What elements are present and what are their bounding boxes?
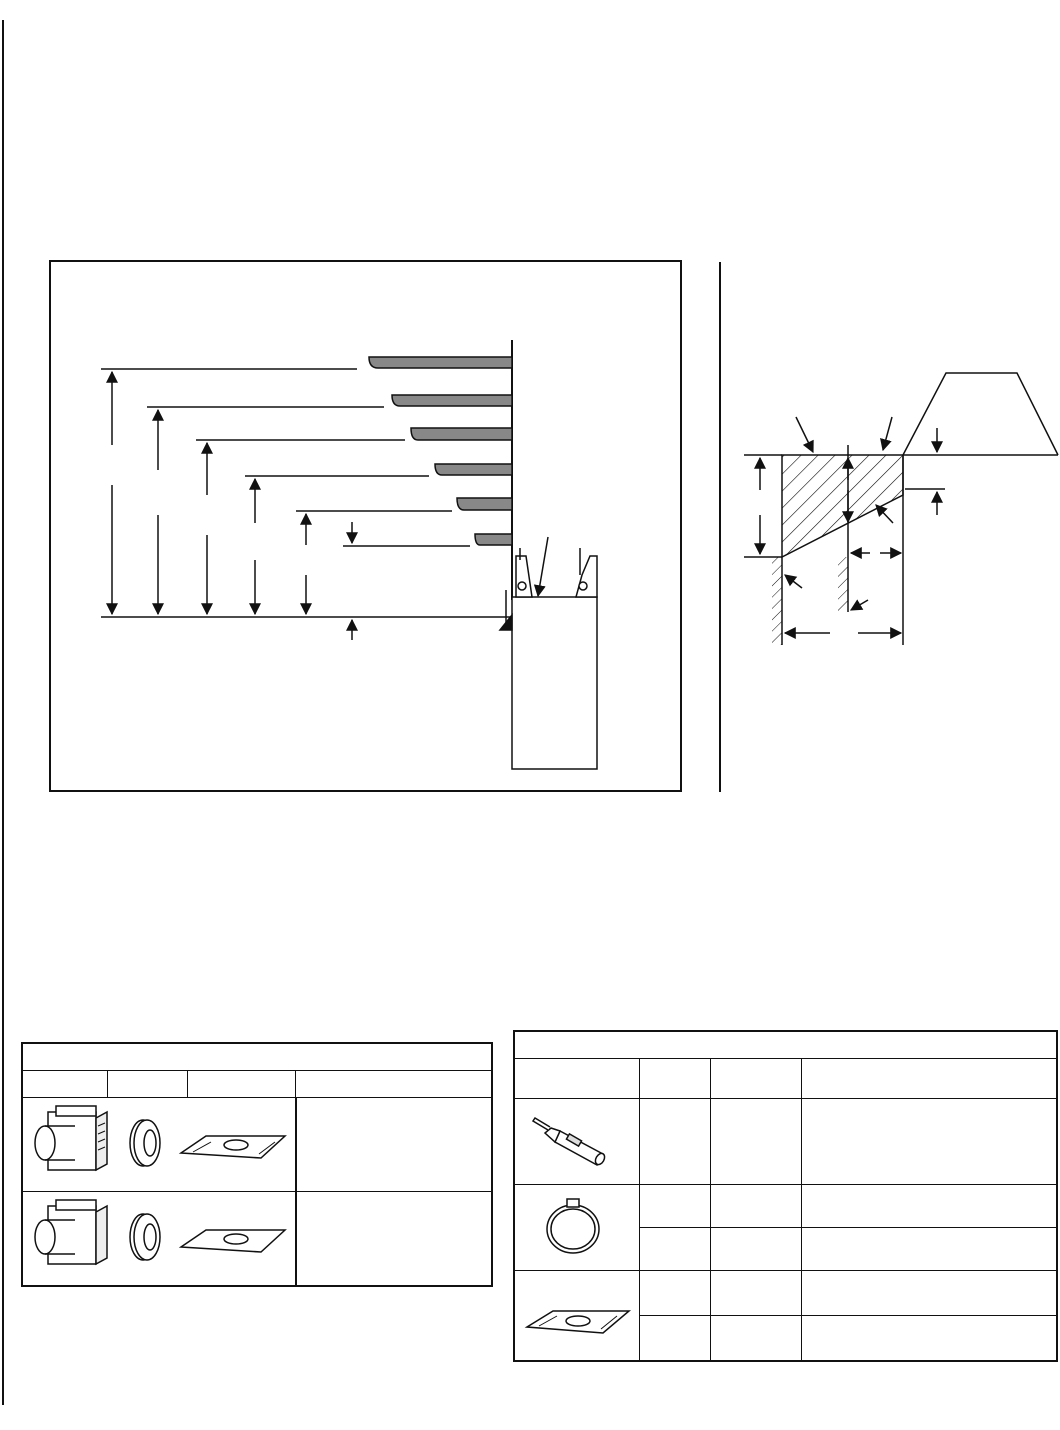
wall-thimble-icon	[130, 1214, 160, 1260]
wall-hatch-left	[772, 557, 782, 645]
kit-table-col-2	[108, 1071, 188, 1098]
wall-hatch-mid	[838, 557, 848, 612]
parts-number	[711, 1185, 802, 1228]
hose-clamp-cell	[514, 1185, 640, 1271]
kit-components-illustration	[22, 1192, 296, 1287]
parts-table-row	[514, 1099, 1057, 1185]
firestop-plate-icon	[515, 1271, 635, 1355]
parts-table-col-3	[711, 1059, 802, 1099]
kit-table-col-3	[188, 1071, 296, 1098]
kit-table-title	[22, 1043, 492, 1071]
kit-table	[21, 1042, 493, 1287]
parts-number	[711, 1271, 802, 1316]
parts-description	[802, 1099, 1058, 1185]
parts-description	[802, 1316, 1058, 1361]
parts-description	[802, 1271, 1058, 1316]
kit-components-illustration	[22, 1098, 296, 1192]
kit-table-row	[22, 1192, 492, 1287]
hose-clamp-icon	[515, 1185, 635, 1265]
firestop-plate-icon	[181, 1230, 285, 1252]
parts-number	[711, 1316, 802, 1361]
termination-cap-icon	[35, 1200, 107, 1264]
parts-table	[513, 1030, 1058, 1362]
parts-description	[802, 1228, 1058, 1271]
hood-outline	[903, 373, 1058, 455]
parts-qty	[640, 1185, 711, 1228]
parts-table-row	[514, 1185, 1057, 1228]
kit-row-description	[296, 1098, 493, 1192]
kit-row-description	[296, 1192, 493, 1287]
parts-qty	[640, 1316, 711, 1361]
firestop-plate-cell	[514, 1271, 640, 1362]
parts-table-col-2	[640, 1059, 711, 1099]
parts-description	[802, 1185, 1058, 1228]
parts-table-row	[514, 1271, 1057, 1316]
sealant-tube-cell	[514, 1099, 640, 1185]
kit-table-row	[22, 1098, 492, 1192]
parts-table-col-4	[802, 1059, 1058, 1099]
parts-qty	[640, 1228, 711, 1271]
parts-number	[711, 1099, 802, 1185]
parts-qty	[640, 1099, 711, 1185]
sealant-tube-icon	[515, 1099, 635, 1179]
kit-table-col-4	[296, 1071, 493, 1098]
parts-table-title	[514, 1031, 1057, 1059]
wall-thimble-icon	[130, 1120, 160, 1166]
parts-qty	[640, 1271, 711, 1316]
hatched-zone	[782, 455, 903, 557]
parts-table-col-1	[514, 1059, 640, 1099]
parts-number	[711, 1228, 802, 1271]
kit-table-col-1	[22, 1071, 108, 1098]
firestop-plate-icon	[181, 1136, 285, 1158]
termination-cap-icon	[35, 1106, 107, 1170]
